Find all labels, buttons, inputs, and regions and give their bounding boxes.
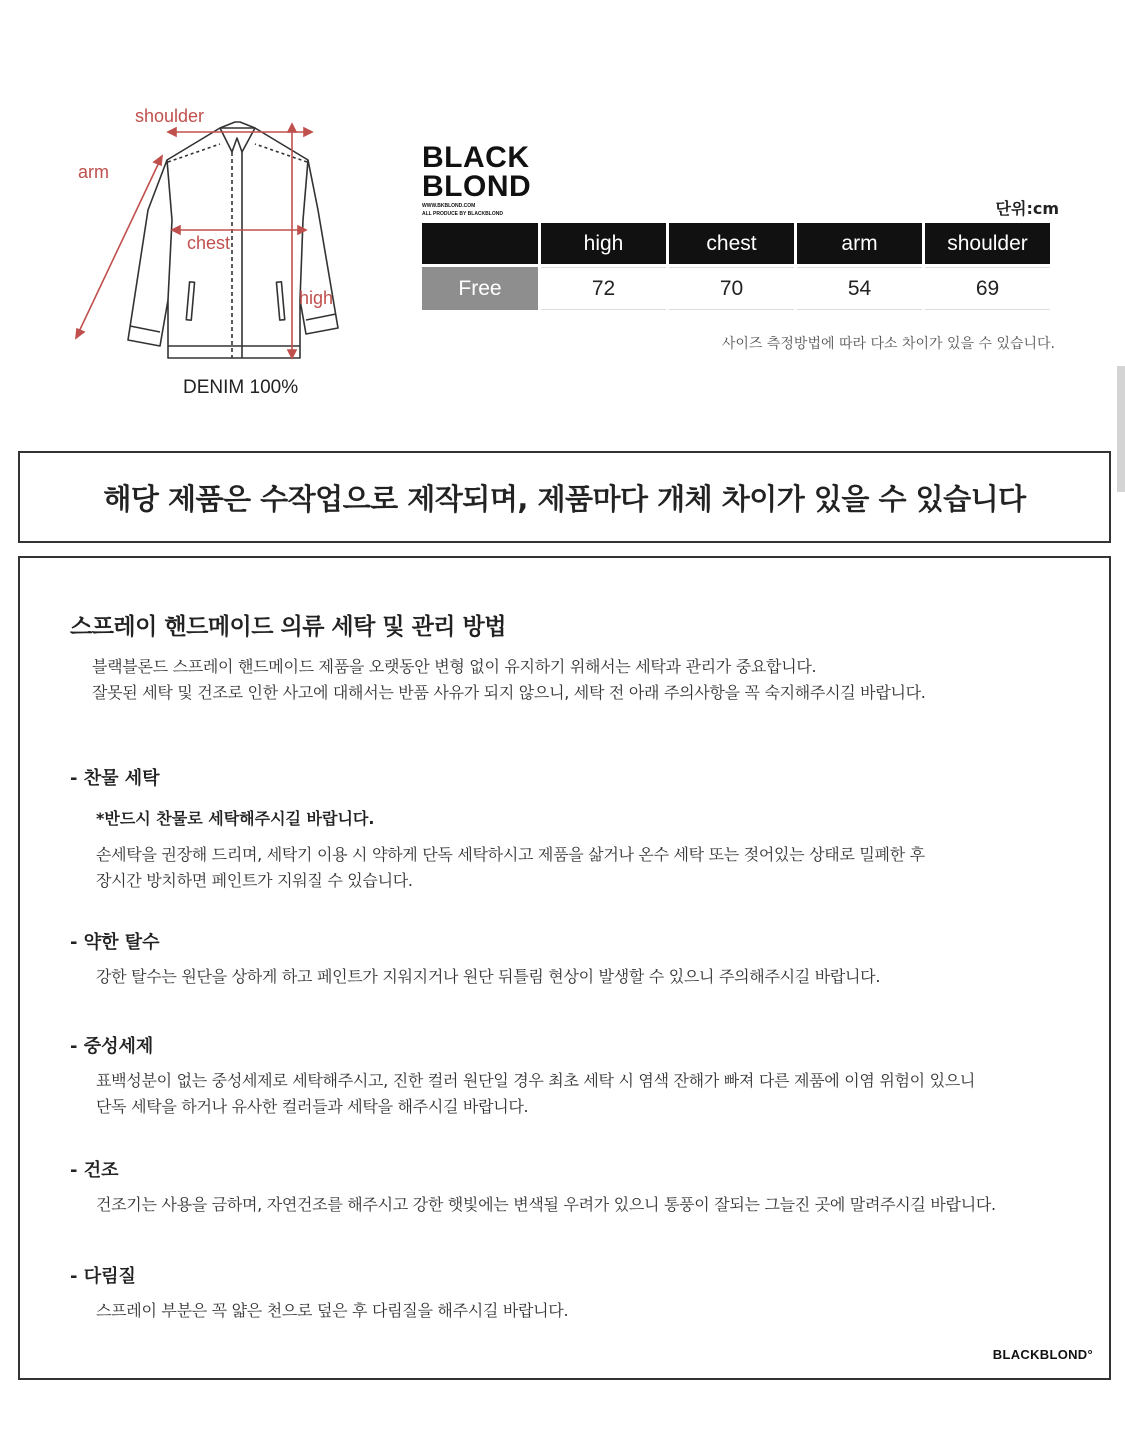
neutral-detergent-text xyxy=(96,1068,975,1120)
handmade-notice-box xyxy=(18,451,1111,543)
care-title: 스프레이 핸드메이드 의류 세탁 및 관리 방법 xyxy=(70,614,506,640)
care-intro-line-2: 잘못된 세탁 및 건조로 인한 사고에 대해서는 반품 사유가 되지 않으니, 세탁 전 아래 주의사항을 꼭 숙지해주시길 바랍니다. xyxy=(92,683,926,702)
unit-label: 단위:cm xyxy=(995,199,1059,218)
care-intro-line-1: 블랙블론드 스프레이 핸드메이드 제품을 오랫동안 변형 없이 유지하기 위해서는 세탁과 관리가 중요합니다. xyxy=(92,657,817,676)
section-heading-drying: - 건조 xyxy=(70,1160,119,1181)
footer-brand-logo: BLACKBLOND° xyxy=(992,1347,1093,1362)
shoulder-label: shoulder xyxy=(135,106,205,126)
size-table-header-chest: chest xyxy=(669,223,794,264)
gentle-spin-text xyxy=(96,964,880,990)
size-table-row xyxy=(422,267,1050,310)
section-heading-cold-wash: - 찬물 세탁 xyxy=(70,768,160,789)
cold-wash-line-2: 장시간 방치하면 페인트가 지워질 수 있습니다. xyxy=(96,871,413,890)
size-table-header-blank xyxy=(422,223,538,264)
neutral-detergent-line-1: 표백성분이 없는 중성세제로 세탁해주시고, 진한 컬러 원단일 경우 최초 세탁 시 염색 잔해가 빠져 다른 제품에 이염 위험이 있으니 xyxy=(96,1071,976,1090)
brand-line-2: BLOND xyxy=(422,170,532,203)
section-heading-ironing: - 다림질 xyxy=(70,1266,136,1287)
size-table-header-shoulder: shoulder xyxy=(925,223,1050,264)
cold-wash-text xyxy=(96,842,925,894)
neutral-detergent-line-2: 단독 세탁을 하거나 유사한 컬러들과 세탁을 해주시길 바랍니다. xyxy=(96,1097,529,1116)
brand-tagline: ALL PRODUCE BY BLACKBLOND xyxy=(422,211,503,217)
size-table-header-row xyxy=(422,223,1050,264)
size-value-high: 72 xyxy=(541,267,666,310)
section-heading-gentle-spin: - 약한 탈수 xyxy=(70,932,160,953)
handmade-notice-text: 해당 제품은 수작업으로 제작되며, 제품마다 개체 차이가 있을 수 있습니다 xyxy=(103,481,1026,516)
arm-label: arm xyxy=(78,162,109,182)
jacket-diagram xyxy=(60,100,400,370)
chest-label: chest xyxy=(187,233,231,253)
fabric-composition: DENIM 100% xyxy=(183,377,299,398)
scrollbar-thumb[interactable] xyxy=(1117,366,1125,492)
gentle-spin-line-1: 강한 탈수는 원단을 상하게 하고 페인트가 지워지거나 원단 뒤틀림 현상이 발생할 수 있으니 주의해주시길 바랍니다. xyxy=(96,967,881,986)
brand-logo xyxy=(422,143,531,217)
cold-wash-line-1: 손세탁을 권장해 드리며, 세탁기 이용 시 약하게 단독 세탁하시고 제품을 삶거나 온수 세탁 또는 젖어있는 상태로 밀폐한 후 xyxy=(96,845,925,864)
drying-text xyxy=(96,1192,996,1218)
high-label: high xyxy=(299,288,334,308)
ironing-line-1: 스프레이 부분은 꼭 얇은 천으로 덮은 후 다림질을 해주시길 바랍니다. xyxy=(96,1301,569,1320)
ironing-text xyxy=(96,1298,568,1324)
size-name-cell: Free xyxy=(422,267,538,310)
size-table xyxy=(419,220,1053,313)
brand-website: WWW.BKBLOND.COM xyxy=(422,203,476,209)
brand-line-1: BLACK xyxy=(422,141,530,174)
size-table-header-high: high xyxy=(541,223,666,264)
size-value-shoulder: 69 xyxy=(925,267,1050,310)
size-table-header-arm: arm xyxy=(797,223,922,264)
size-note: 사이즈 측정방법에 따라 다소 차이가 있을 수 있습니다. xyxy=(721,336,1055,352)
care-instructions-box xyxy=(18,556,1111,1380)
drying-line-1: 건조기는 사용을 금하며, 자연건조를 해주시고 강한 햇빛에는 변색될 우려가 있으니 통풍이 잘되는 그늘진 곳에 말려주시길 바랍니다. xyxy=(96,1195,996,1214)
section-heading-neutral-detergent: - 중성세제 xyxy=(70,1036,154,1057)
size-value-chest: 70 xyxy=(669,267,794,310)
size-value-arm: 54 xyxy=(797,267,922,310)
cold-wash-emphasis: *반드시 찬물로 세탁해주시길 바랍니다. xyxy=(96,809,375,828)
